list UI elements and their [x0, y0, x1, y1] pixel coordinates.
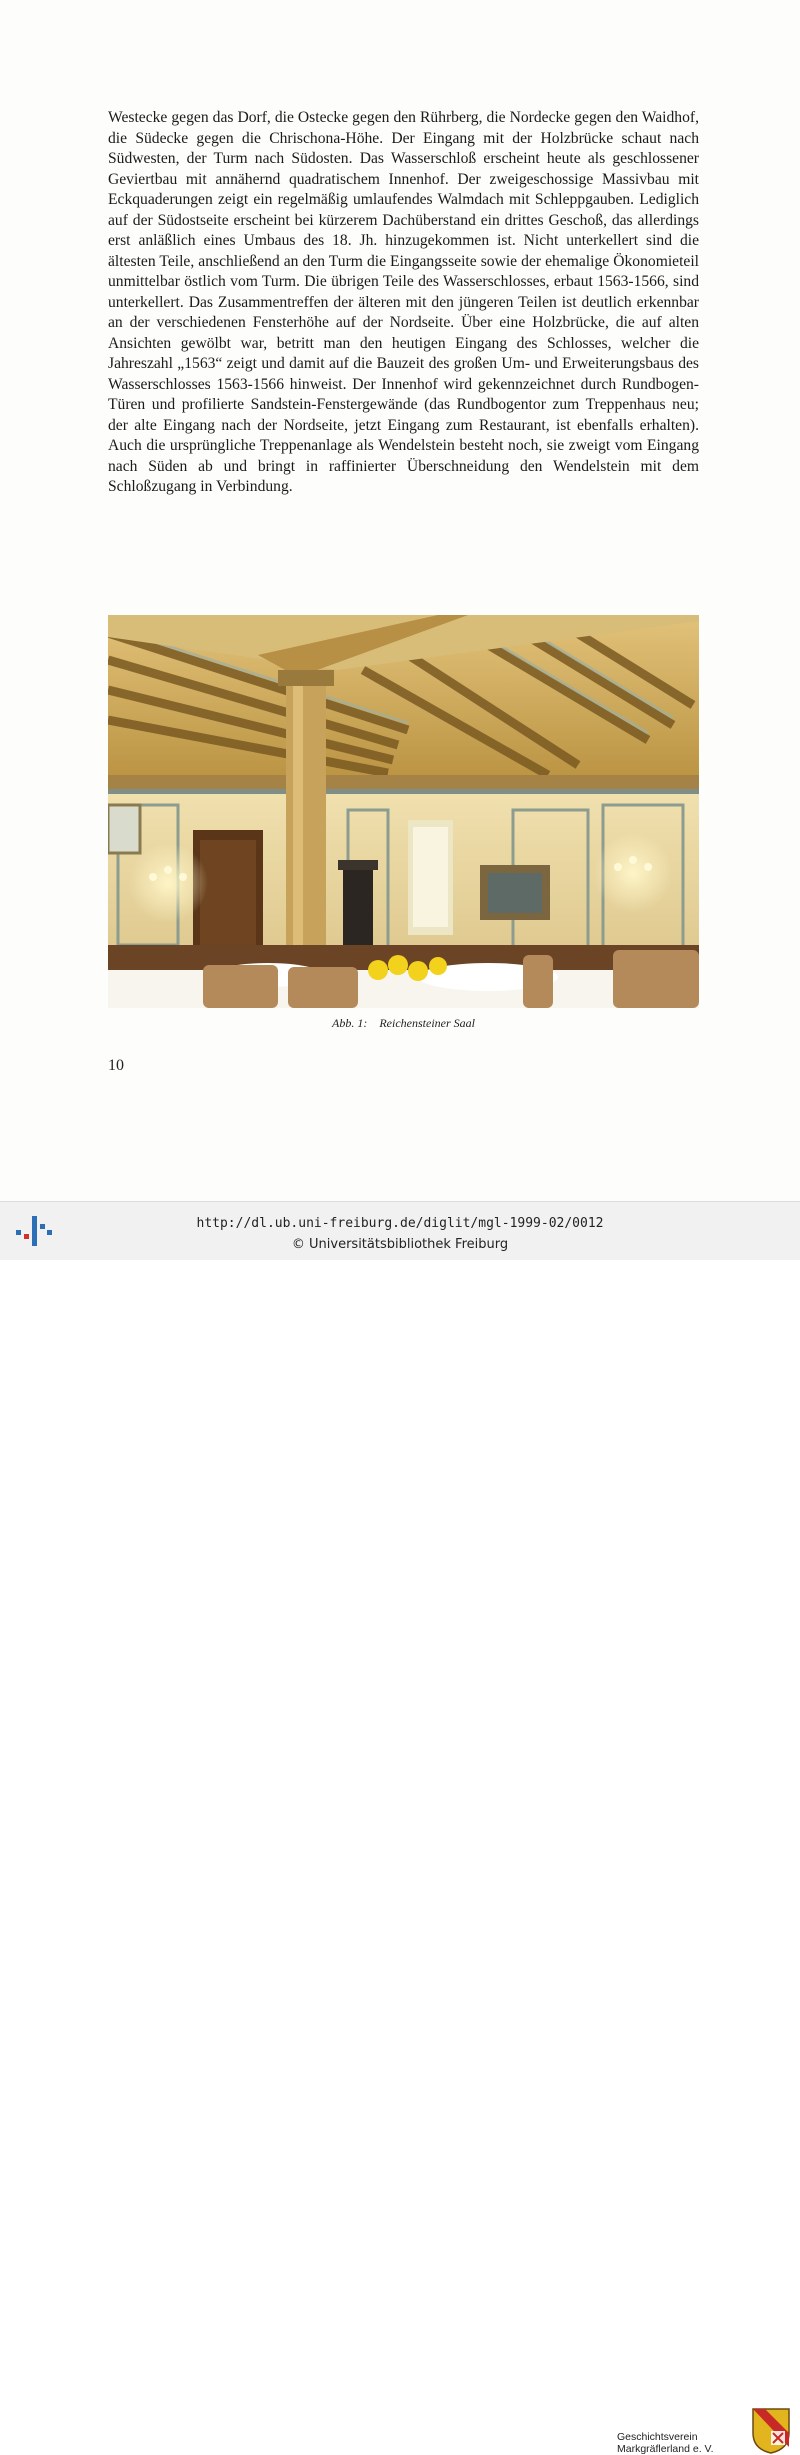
association-line-2: Markgräflerland e. V. [617, 2443, 714, 2455]
footer-bar [0, 1201, 800, 2455]
permalink-url[interactable]: http://dl.ub.uni-freiburg.de/diglit/mgl-1999-02/0012 [196, 1216, 604, 1231]
page-number: 10 [108, 1057, 124, 1074]
figure-label: Abb. 1: [332, 1016, 368, 1030]
association-line-1: Geschichtsverein [617, 2431, 698, 2443]
coat-of-arms-icon [751, 2407, 791, 2455]
copyright-notice: © Universitätsbibliothek Freiburg [291, 1237, 509, 1252]
figure-caption [108, 1016, 699, 1031]
figure-photo-reichensteiner-saal [108, 615, 699, 1008]
ub-freiburg-logo-icon[interactable] [14, 1210, 54, 1252]
body-paragraph: Westecke gegen das Dorf, die Ostecke gegen den Rührberg, die Nordecke gegen den Waidhof, die Südecke gegen die Chrischona-Höhe. Der Eingang mit der Holzbrücke schaut nach Südwesten, der Turm nach Südosten. Das Wasserschloß erscheint heute als geschlossener Geviertbau mit annähernd quadratischem Innenhof. Der zweigeschossige Massivbau mit Eckquaderungen zeigt ein regelmäßig umlaufendes Walmdach mit Schleppgauben. Lediglich auf der Südostseite erscheint bei kürzerem Dachüberstand ein drittes Geschoß, das allerdings erst anläßlich eines Umbaus des 18. Jh. hinzugekommen ist. Nicht unterkellert sind die ältesten Teile, anschließend an den Turm die Eingangsseite sowie der ehemalige Ökonomieteil unmittelbar östlich vom Turm. Die übrigen Teile des Wasserschlosses, erbaut 1563-1566, sind unterkellert. Das Zusammentreffen der älteren mit den jüngeren Teilen ist deutlich erkennbar an der verschiedenen Fensterhöhe auf der Nordseite. Über eine Holzbrücke, die auf alten Ansichten gewölbt war, betritt man den heutigen Eingang des Schlosses, welcher die Jahreszahl „1563“ zeigt und damit auf die Bauzeit des großen Um- und Erweiterungsbaus des Wasserschlosses 1563-1566 hinweist. Der Innenhof wird gekennzeichnet durch Rundbogen-Türen und profilierte Sandstein-Fenstergewände (das Rundbogentor zum Treppenhaus neu; der alte Eingang nach der Nordseite, jetzt Eingang zum Restaurant, ist ebenfalls erhalten). Auch die ursprüngliche Treppenanlage als Wendelstein besteht noch, sie zweigt vom Eingang nach Süden ab und bringt in raffinierter Überschneidung den Wendelstein mit dem Schloßzugang in Verbindung. [108, 109, 699, 495]
figure-title: Reichensteiner Saal [379, 1016, 475, 1030]
scanned-page [0, 0, 800, 1201]
association-name [617, 2431, 747, 2455]
